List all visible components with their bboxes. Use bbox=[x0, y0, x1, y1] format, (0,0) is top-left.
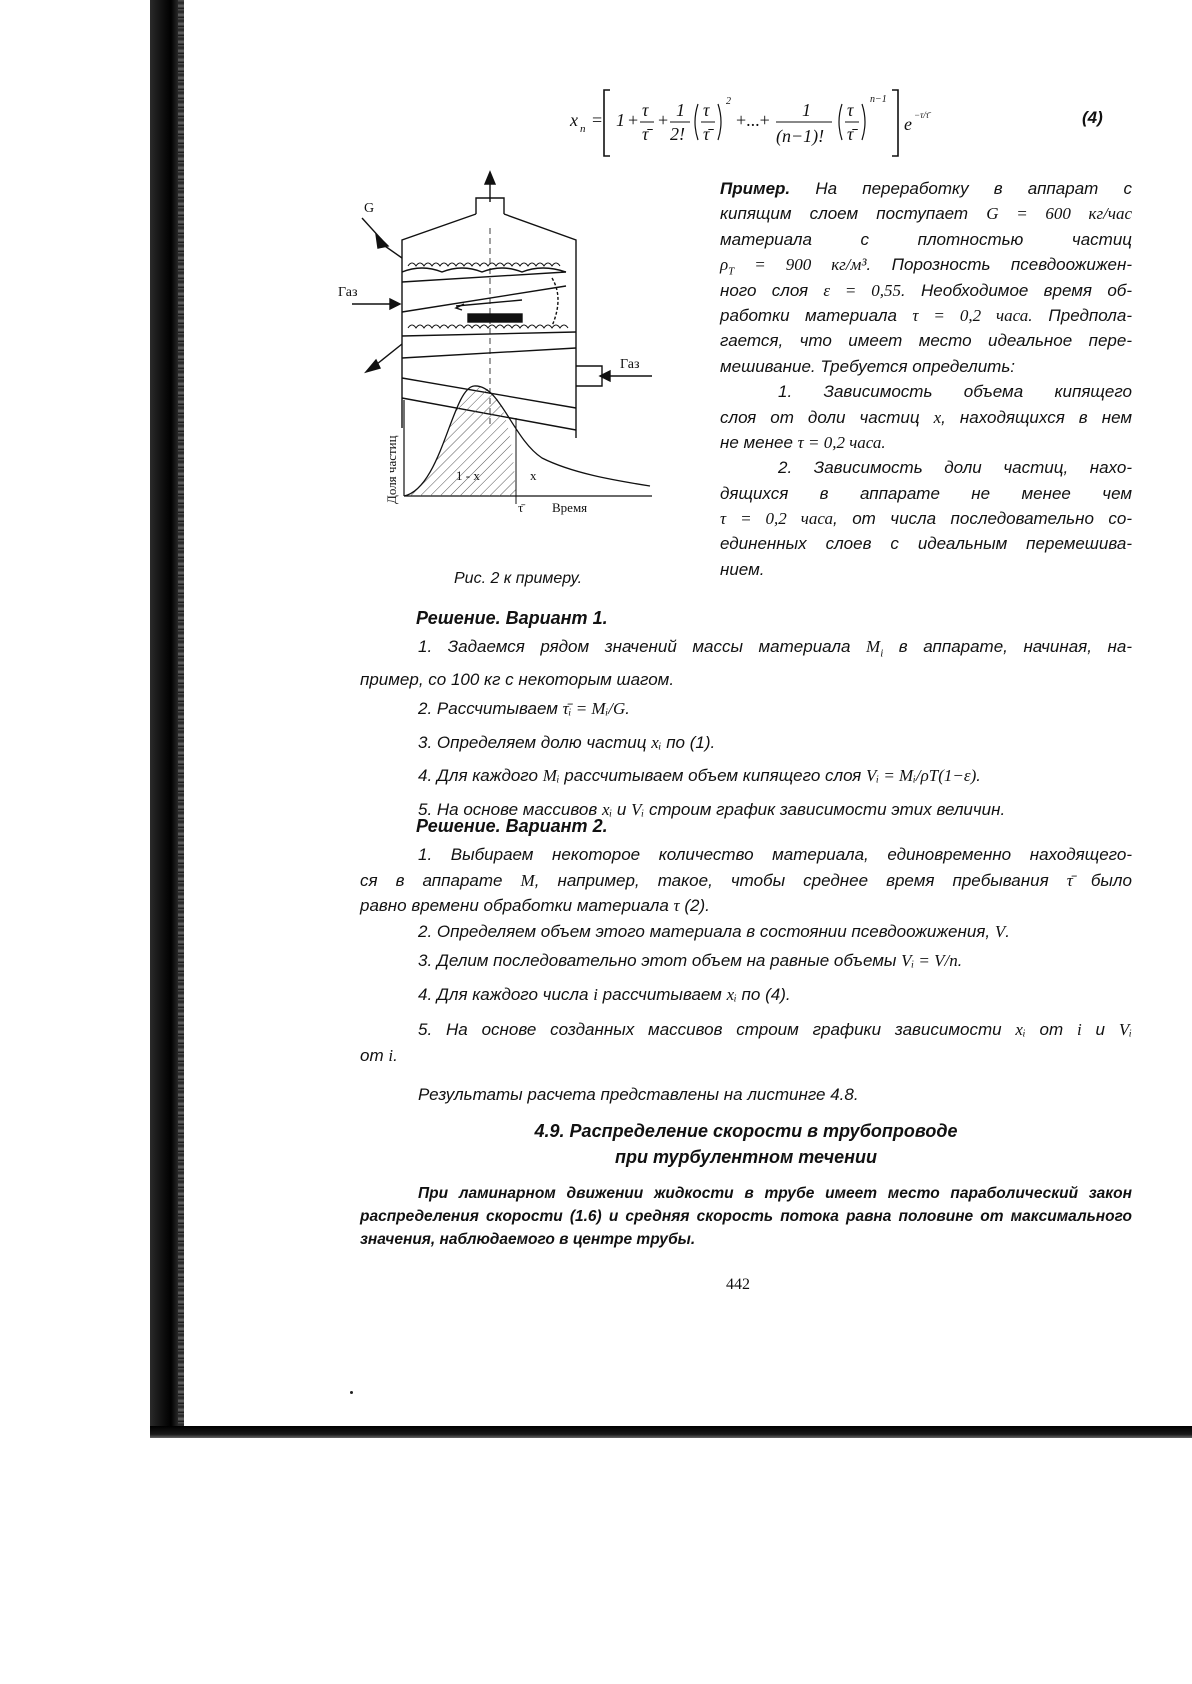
svg-text:+: + bbox=[628, 110, 639, 130]
label-tau: τ̄ bbox=[518, 500, 524, 515]
example-block bbox=[720, 176, 1132, 582]
sol1-item-1: 1. Задаемся рядом значений массы материала $M_i$ в аппарате, начиная, на- bbox=[418, 637, 1132, 660]
example-line: единенных слоев с идеальным перемешива- bbox=[720, 534, 1132, 554]
sol1-item-4: 4. Для каждого Mᵢ рассчитываем объем кипящего слоя Vᵢ = Mᵢ/ρT(1−ε). bbox=[418, 766, 981, 786]
example-line: не менее τ = 0,2 часа. bbox=[720, 432, 887, 452]
label-tail: x bbox=[530, 468, 537, 483]
example-line: работки материала τ = 0,2 часа. Предпола- bbox=[720, 305, 1132, 325]
example-line: ного слоя ε = 0,55. Необходимое время об- bbox=[720, 280, 1132, 300]
sol2-item-3: 3. Делим последовательно этот объем на равные объемы Vᵢ = V/n. bbox=[418, 951, 963, 970]
svg-text:n−1: n−1 bbox=[870, 94, 887, 105]
sol2-item-1-l3: равно времени обработки материала τ (2). bbox=[360, 896, 710, 915]
label-g: G bbox=[364, 201, 375, 216]
equation-number: (4) bbox=[1082, 108, 1103, 127]
example-line: материала с плотностью частиц bbox=[720, 229, 1132, 249]
solution2-text bbox=[360, 842, 1132, 1108]
example-line: τ = 0,2 часа, от числа последовательно со- bbox=[720, 509, 1132, 529]
example-line: дящихся в аппарате не менее чем bbox=[720, 483, 1132, 503]
distribution-plot bbox=[384, 386, 652, 515]
example-line: $\rho_T = 900$ кг/м³. Порозность псевдоожижен- bbox=[720, 255, 1132, 278]
section-intro: При ламинарном движении жидкости в трубе имеет место параболический закон распределения скорости (1.6) и средняя скорость потока равна половине от максимального значения, наблюдаемого в центре трубы. bbox=[360, 1185, 1132, 1248]
formula-e: e bbox=[904, 114, 912, 134]
sol1-item-2: 2. Рассчитываем τ̄ᵢ = Mᵢ/G. bbox=[418, 699, 631, 719]
svg-text:1: 1 bbox=[676, 100, 685, 120]
formula-lhs: x bbox=[570, 110, 578, 130]
example-line: кипящим слоем поступает G = 600 кг/час bbox=[720, 204, 1132, 224]
sol2-item-5: 5. На основе созданных массивов строим графики зависимости xᵢ от i и Vᵢ bbox=[418, 1020, 1132, 1039]
svg-text:τ: τ bbox=[642, 100, 649, 120]
formula-lhs-sub: n bbox=[580, 123, 586, 135]
svg-text:τ̄: τ̄ bbox=[642, 124, 649, 144]
solution2-heading: Решение. Вариант 2. bbox=[416, 816, 608, 836]
svg-text:(n−1)!: (n−1)! bbox=[776, 126, 825, 146]
svg-text:τ: τ bbox=[703, 100, 710, 120]
example-line: 1. Зависимость объема кипящего bbox=[778, 382, 1132, 402]
svg-text:τ̄: τ̄ bbox=[703, 124, 710, 144]
label-ylabel: Доля частиц bbox=[384, 435, 399, 504]
page-number: 442 bbox=[726, 1276, 750, 1293]
figure-caption: Рис. 2 к примеру. bbox=[454, 570, 583, 587]
example-line: гается, что имеет место идеальное пере- bbox=[720, 331, 1132, 351]
svg-text:1: 1 bbox=[802, 100, 811, 120]
example-line: Пример. На переработку в аппарат с bbox=[720, 179, 1132, 198]
page-bottom-edge bbox=[150, 1426, 1192, 1438]
example-line: 2. Зависимость доли частиц, нахо- bbox=[778, 458, 1132, 478]
svg-text:2: 2 bbox=[726, 96, 731, 107]
solution1-text bbox=[360, 634, 1132, 822]
svg-text:+...+: +...+ bbox=[736, 110, 770, 130]
svg-text:τ: τ bbox=[847, 100, 854, 120]
svg-text:−τ/τ̄: −τ/τ̄ bbox=[914, 110, 930, 120]
sol2-item-1-l2: ся в аппарате M, например, такое, чтобы среднее время пребывания τ̄ было bbox=[360, 870, 1132, 890]
formula-4 bbox=[570, 82, 1000, 162]
sol1-item-5: 5. На основе массивов xᵢ и Vᵢ строим график зависимости этих величин. bbox=[418, 799, 1006, 819]
formula-one: 1 bbox=[616, 110, 625, 130]
book-spine-shadow bbox=[150, 0, 180, 1438]
section-title: 4.9. Распределение скорости в трубопроводе при турбулентном течении bbox=[534, 1121, 958, 1167]
svg-text:+: + bbox=[658, 110, 669, 130]
svg-text:=: = bbox=[592, 110, 603, 130]
figure-fluidized-bed bbox=[338, 168, 704, 578]
sol2-item-2: 2. Определяем объем этого материала в состоянии псевдоожижения, V. bbox=[418, 921, 1010, 941]
label-gas-in: Газ bbox=[338, 285, 358, 300]
sol2-item-4: 4. Для каждого числа i рассчитываем xᵢ по (4). bbox=[418, 984, 791, 1004]
label-gas-out: Газ bbox=[620, 357, 640, 372]
label-area: 1 - x bbox=[456, 468, 480, 483]
sol2-item-5-cont: от i. bbox=[360, 1045, 398, 1065]
label-time: Время bbox=[552, 500, 588, 515]
svg-text:2!: 2! bbox=[670, 124, 685, 144]
example-line: нием. bbox=[720, 559, 765, 579]
book-spine-edge bbox=[178, 0, 184, 1438]
sol2-results: Результаты расчета представлены на листинге 4.8. bbox=[418, 1085, 859, 1104]
example-line: слоя от доли частиц x, находящихся в нем bbox=[720, 407, 1132, 427]
example-line: мешивание. Требуется определить: bbox=[720, 356, 1015, 376]
solution1-heading: Решение. Вариант 1. bbox=[416, 608, 608, 628]
sol2-item-1: 1. Выбираем некоторое количество материала, единовременно находящего- bbox=[418, 845, 1132, 864]
sol1-item-1-cont: пример, со 100 кг с некоторым шагом. bbox=[360, 669, 675, 689]
sol1-item-3: 3. Определяем долю частиц xᵢ по (1). bbox=[418, 732, 716, 752]
svg-text:τ̄: τ̄ bbox=[847, 124, 854, 144]
scan-speck bbox=[350, 1391, 353, 1394]
